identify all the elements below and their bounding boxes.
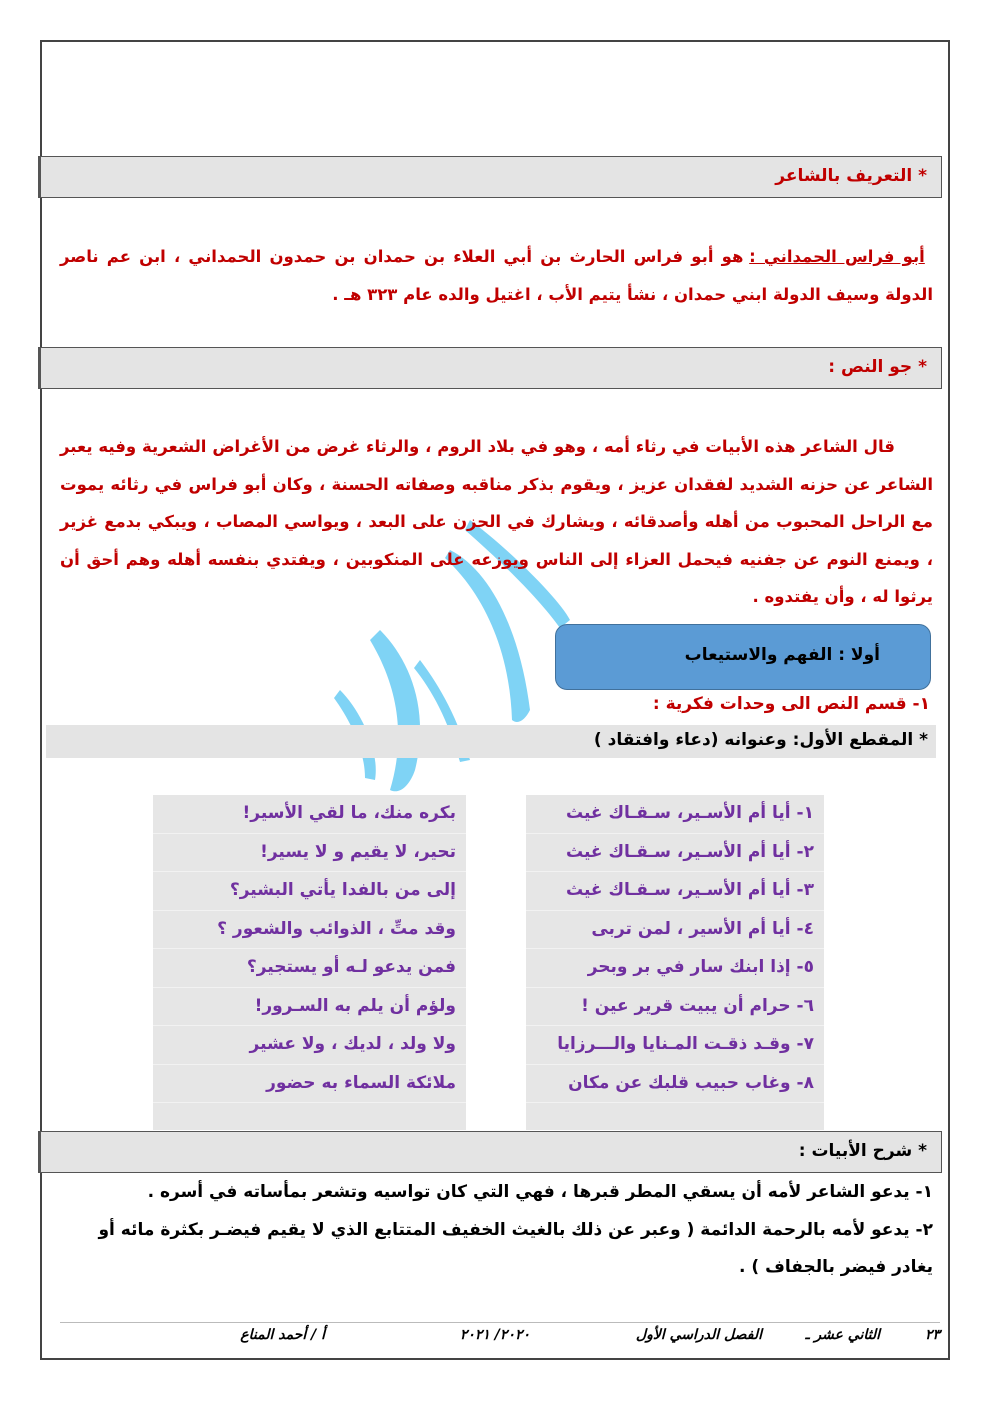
explanation-heading-bar (38, 1131, 942, 1173)
footer-term: الفصل الدراسي الأول (635, 1327, 762, 1343)
poet-intro-heading: * التعريف بالشاعر (775, 166, 927, 186)
poem-verse-second-half: وقد متِّ ، الذوائب والشعور ؟ (153, 911, 466, 950)
poem-verse-second-half: فمن يدعو لـه أو يستجير؟ (153, 949, 466, 988)
text-context-text: قال الشاعر هذه الأبيات في رثاء أمه ، وهو في بلاد الروم ، والرثاء غرض من الأغراض الشعرية وفيه يعبر الشاعر عن حزنه الشديد لفقدان عزيز ، ويقوم بذكر مناقبه وصفاته الحسنة ، وكان أبو فراس في رثائه يموت مع الراحل المحبوب من أهله وأصدقائه ، ويشارك في الحزن على البعد ، ويواسي المصاب ، ويبكي بدمع غزير ، ويمنع النوم عن جفنيه فيحمل العزاء إلى الناس ويوزعه على المنكوبين ، ويفتدي بنفسه أهله وهم أحق أن يرثوا له ، وأن يفتدوه . (60, 437, 933, 606)
poem-left-column (153, 795, 466, 1130)
poet-name-label: أبو فراس الحمداني : (749, 247, 925, 266)
comprehension-title: أولا : الفهم والاستيعاب (684, 645, 880, 665)
poem-verse-first-half: ٢- أيا أم الأسـير، سـقـاك غيث (526, 834, 824, 873)
poet-intro-paragraph (60, 238, 933, 313)
poem-verse-first-half: ١- أيا أم الأسـير، سـقـاك غيث (526, 795, 824, 834)
poet-intro-text: هو أبو فراس الحارث بن أبي العلاء بن حمدان بن حمدون الحمداني ، ابن عم ناصر الدولة وسيف الدولة ابني حمدان ، نشأ يتيم الأب ، اغتيل والده عام ٣٢٣ هـ . (60, 247, 933, 304)
comprehension-task: ١- قسم النص الى وحدات فكرية : (652, 694, 930, 714)
footer-author: أ / أحمد المناع (240, 1327, 325, 1343)
poem-right-column (526, 795, 824, 1130)
poem-verse-second-half: تحير، لا يقيم و لا يسير! (153, 834, 466, 873)
poem-verse-first-half: ٦- حرام أن يبيت قرير عين ! (526, 988, 824, 1027)
poem-verse-first-half: ٧- وقـد ذقـت المـنايا والـــرزايا (526, 1026, 824, 1065)
explanation-heading: * شرح الأبيات : (798, 1141, 927, 1161)
footer-year: ٢٠٢٠/ ٢٠٢١ (459, 1327, 530, 1343)
segment-heading: * المقطع الأول: وعنوانه (دعاء وافتقاد ) (593, 730, 928, 750)
poet-intro-heading-bar (38, 156, 942, 198)
explanation-list (60, 1174, 933, 1287)
page-footer (60, 1322, 940, 1353)
footer-grade: الثاني عشر ـ (805, 1327, 880, 1343)
poem-verse-second-half: ولؤم أن يلم به السـرور! (153, 988, 466, 1027)
poem-verse-first-half: ٣- أيا أم الأسـير، سـقـاك غيث (526, 872, 824, 911)
poem-verse-second-half: بكره منك، ما لقي الأسير! (153, 795, 466, 834)
poem-verse-second-half: ملائكة السماء به حضور (153, 1065, 466, 1104)
poem-verse-second-half: إلى من بالفدا يأتي البشير؟ (153, 872, 466, 911)
explanation-item: ١- يدعو الشاعر لأمه أن يسقي المطر قبرها ، فهي التي كان تواسيه وتشعر بمأساته في أسره . (147, 1182, 933, 1202)
poem-verse-second-half: ولا ولد ، لديك ، ولا عشير (153, 1026, 466, 1065)
poem-verse-first-half: ٨- وغاب حبيب قلبك عن مكان (526, 1065, 824, 1104)
text-context-heading: * جو النص : (828, 357, 927, 377)
text-context-paragraph (60, 428, 933, 616)
poem-verse-first-half: ٥- إذا ابنك سار في بر وبحر (526, 949, 824, 988)
text-context-heading-bar (38, 347, 942, 389)
page-number: ٢٣ (924, 1327, 940, 1343)
poem-verse-first-half: ٤- أيا أم الأسير ، لمن تربى (526, 911, 824, 950)
segment-heading-bar (46, 725, 936, 758)
comprehension-title-box (555, 624, 931, 690)
explanation-item: ٢- يدعو لأمه بالرحمة الدائمة ( وعبر عن ذلك بالغيث الخفيف المتتابع الذي لا يقيم فيضـر بكثرة مائه أو يغادر فيضر بالجفاف ) . (98, 1219, 933, 1277)
